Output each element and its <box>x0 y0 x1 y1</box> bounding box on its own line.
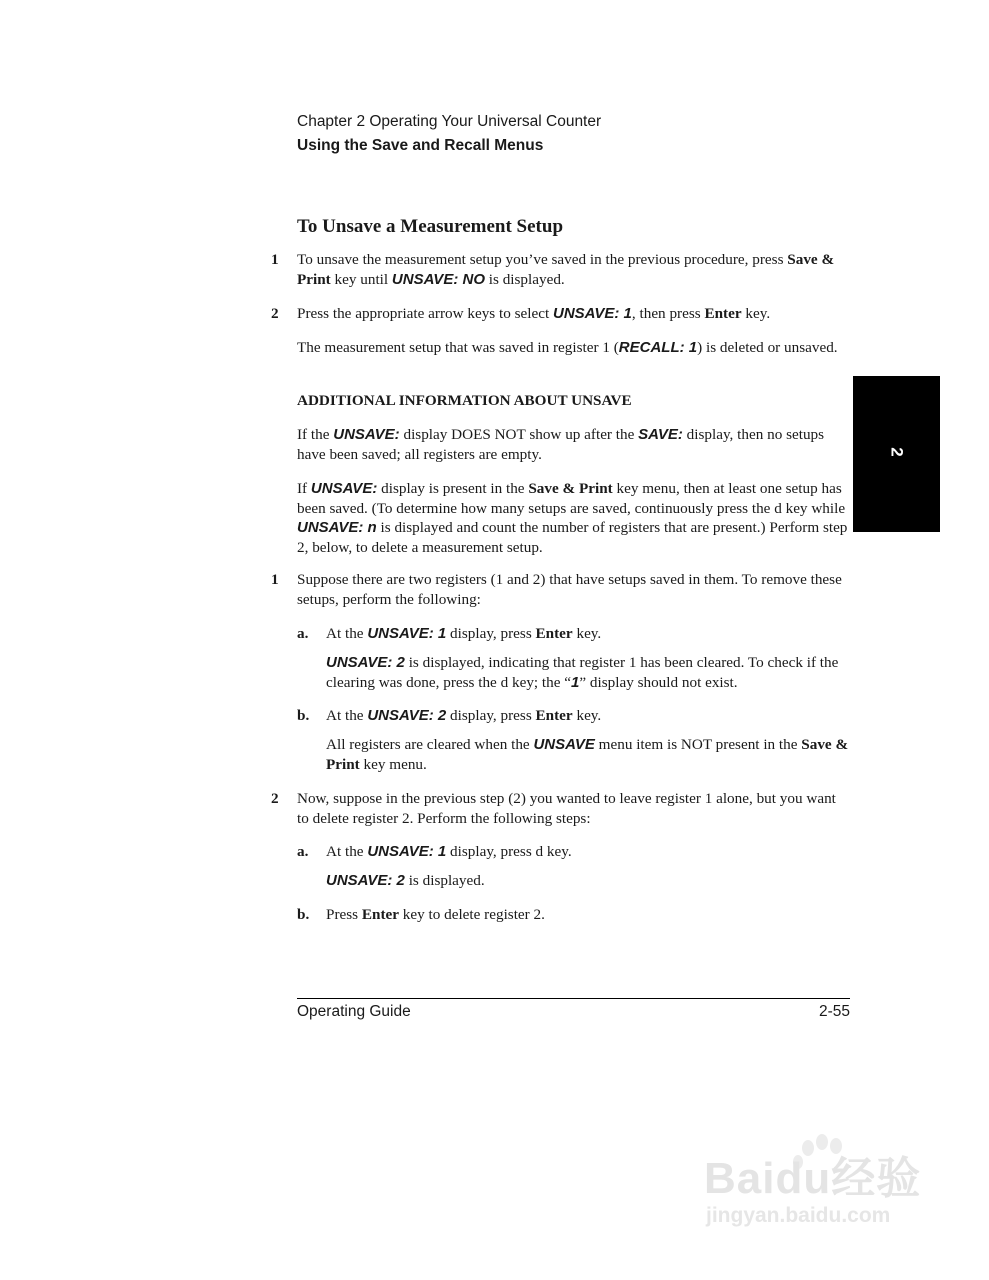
key-name: Save & Print <box>528 480 613 497</box>
step-number: 2 <box>271 790 279 807</box>
page-number: 2-55 <box>818 1003 850 1020</box>
watermark-logo: Baidu经验 <box>704 1154 922 1203</box>
display-text: UNSAVE <box>533 736 595 753</box>
step-2-text: Press the appropriate arrow keys to select UNSAVE: 1, then press Enter key. <box>297 305 771 322</box>
additional-info-paragraph: If UNSAVE: display is present in the Save & Print key menu, then at least one setup has been saved. (To determine how many setups are saved, continuously press the d key while UNSAVE: n is displayed and count the number of registers that are present.) Perform step 2, below, to delete a measurement setup. <box>297 480 848 556</box>
display-text: UNSAVE: 1 <box>553 305 632 322</box>
footer-title: Operating Guide <box>297 1003 411 1020</box>
display-text: RECALL: 1 <box>618 339 698 356</box>
display-text: UNSAVE: n <box>297 519 377 536</box>
display-text: UNSAVE: <box>310 480 378 497</box>
footer-rule <box>297 998 850 999</box>
example-1-substep-a-note: UNSAVE: 2 is displayed, indicating that register 1 has been cleared. To check if the clearing was done, press the d key; the “1” display should not exist. <box>326 654 839 691</box>
substep-label: b. <box>297 906 310 923</box>
running-header-chapter: Chapter 2 Operating Your Universal Counter <box>297 113 602 130</box>
display-text: UNSAVE: 1 <box>367 843 447 860</box>
example-1-substep-b: At the UNSAVE: 2 display, press Enter key. <box>326 707 602 724</box>
running-header-section: Using the Save and Recall Menus <box>297 137 544 154</box>
step-2-note: The measurement setup that was saved in register 1 (RECALL: 1) is deleted or unsaved. <box>297 339 838 356</box>
substep-label: a. <box>297 843 309 860</box>
key-name: Enter <box>535 707 573 724</box>
display-text: UNSAVE: 1 <box>367 625 447 642</box>
display-text: SAVE: <box>638 426 683 443</box>
key-name: Save & Print <box>297 251 835 288</box>
chapter-tab <box>853 376 940 532</box>
watermark-url: jingyan.baidu.com <box>706 1204 891 1227</box>
display-text: UNSAVE: <box>333 426 400 443</box>
step-number: 1 <box>271 571 279 588</box>
example-2-substep-a-note: UNSAVE: 2 is displayed. <box>326 872 485 889</box>
example-2-text: Now, suppose in the previous step (2) you wanted to leave register 1 alone, but you want to delete register 2. Perform the following steps: <box>297 790 836 827</box>
display-text: 1 <box>571 673 580 691</box>
display-text: UNSAVE: NO <box>391 270 485 288</box>
display-text: UNSAVE: 2 <box>367 707 447 724</box>
substep-label: a. <box>297 625 309 642</box>
chapter-tab-number: 2 <box>887 447 907 457</box>
substep-label: b. <box>297 707 310 724</box>
key-name: Save & Print <box>326 736 849 773</box>
additional-info-heading: ADDITIONAL INFORMATION ABOUT UNSAVE <box>297 392 632 409</box>
step-number: 1 <box>271 251 279 268</box>
additional-info-paragraph: If the UNSAVE: display DOES NOT show up after the SAVE: display, then no setups have been saved; all registers are empty. <box>297 426 825 463</box>
watermark <box>700 1132 940 1252</box>
step-1-text: To unsave the measurement setup you’ve saved in the previous procedure, press Save & Print key until UNSAVE: NO is displayed. <box>297 251 835 288</box>
example-2-substep-b: Press Enter key to delete register 2. <box>326 906 545 923</box>
key-name: Enter <box>535 625 573 642</box>
display-text: UNSAVE: 2 <box>326 654 405 671</box>
key-name: Enter <box>361 906 399 923</box>
step-number: 2 <box>271 305 279 322</box>
key-name: Enter <box>704 305 742 322</box>
example-2-substep-a: At the UNSAVE: 1 display, press d key. <box>326 843 572 860</box>
example-1-text: Suppose there are two registers (1 and 2) that have setups saved in them. To remove these setups, perform the following: <box>297 571 842 608</box>
display-text: UNSAVE: 2 <box>326 872 405 889</box>
example-1-substep-a: At the UNSAVE: 1 display, press Enter key. <box>326 625 602 642</box>
example-1-substep-b-note: All registers are cleared when the UNSAVE menu item is NOT present in the Save & Print key menu. <box>326 736 849 773</box>
section-title: To Unsave a Measurement Setup <box>297 216 564 237</box>
